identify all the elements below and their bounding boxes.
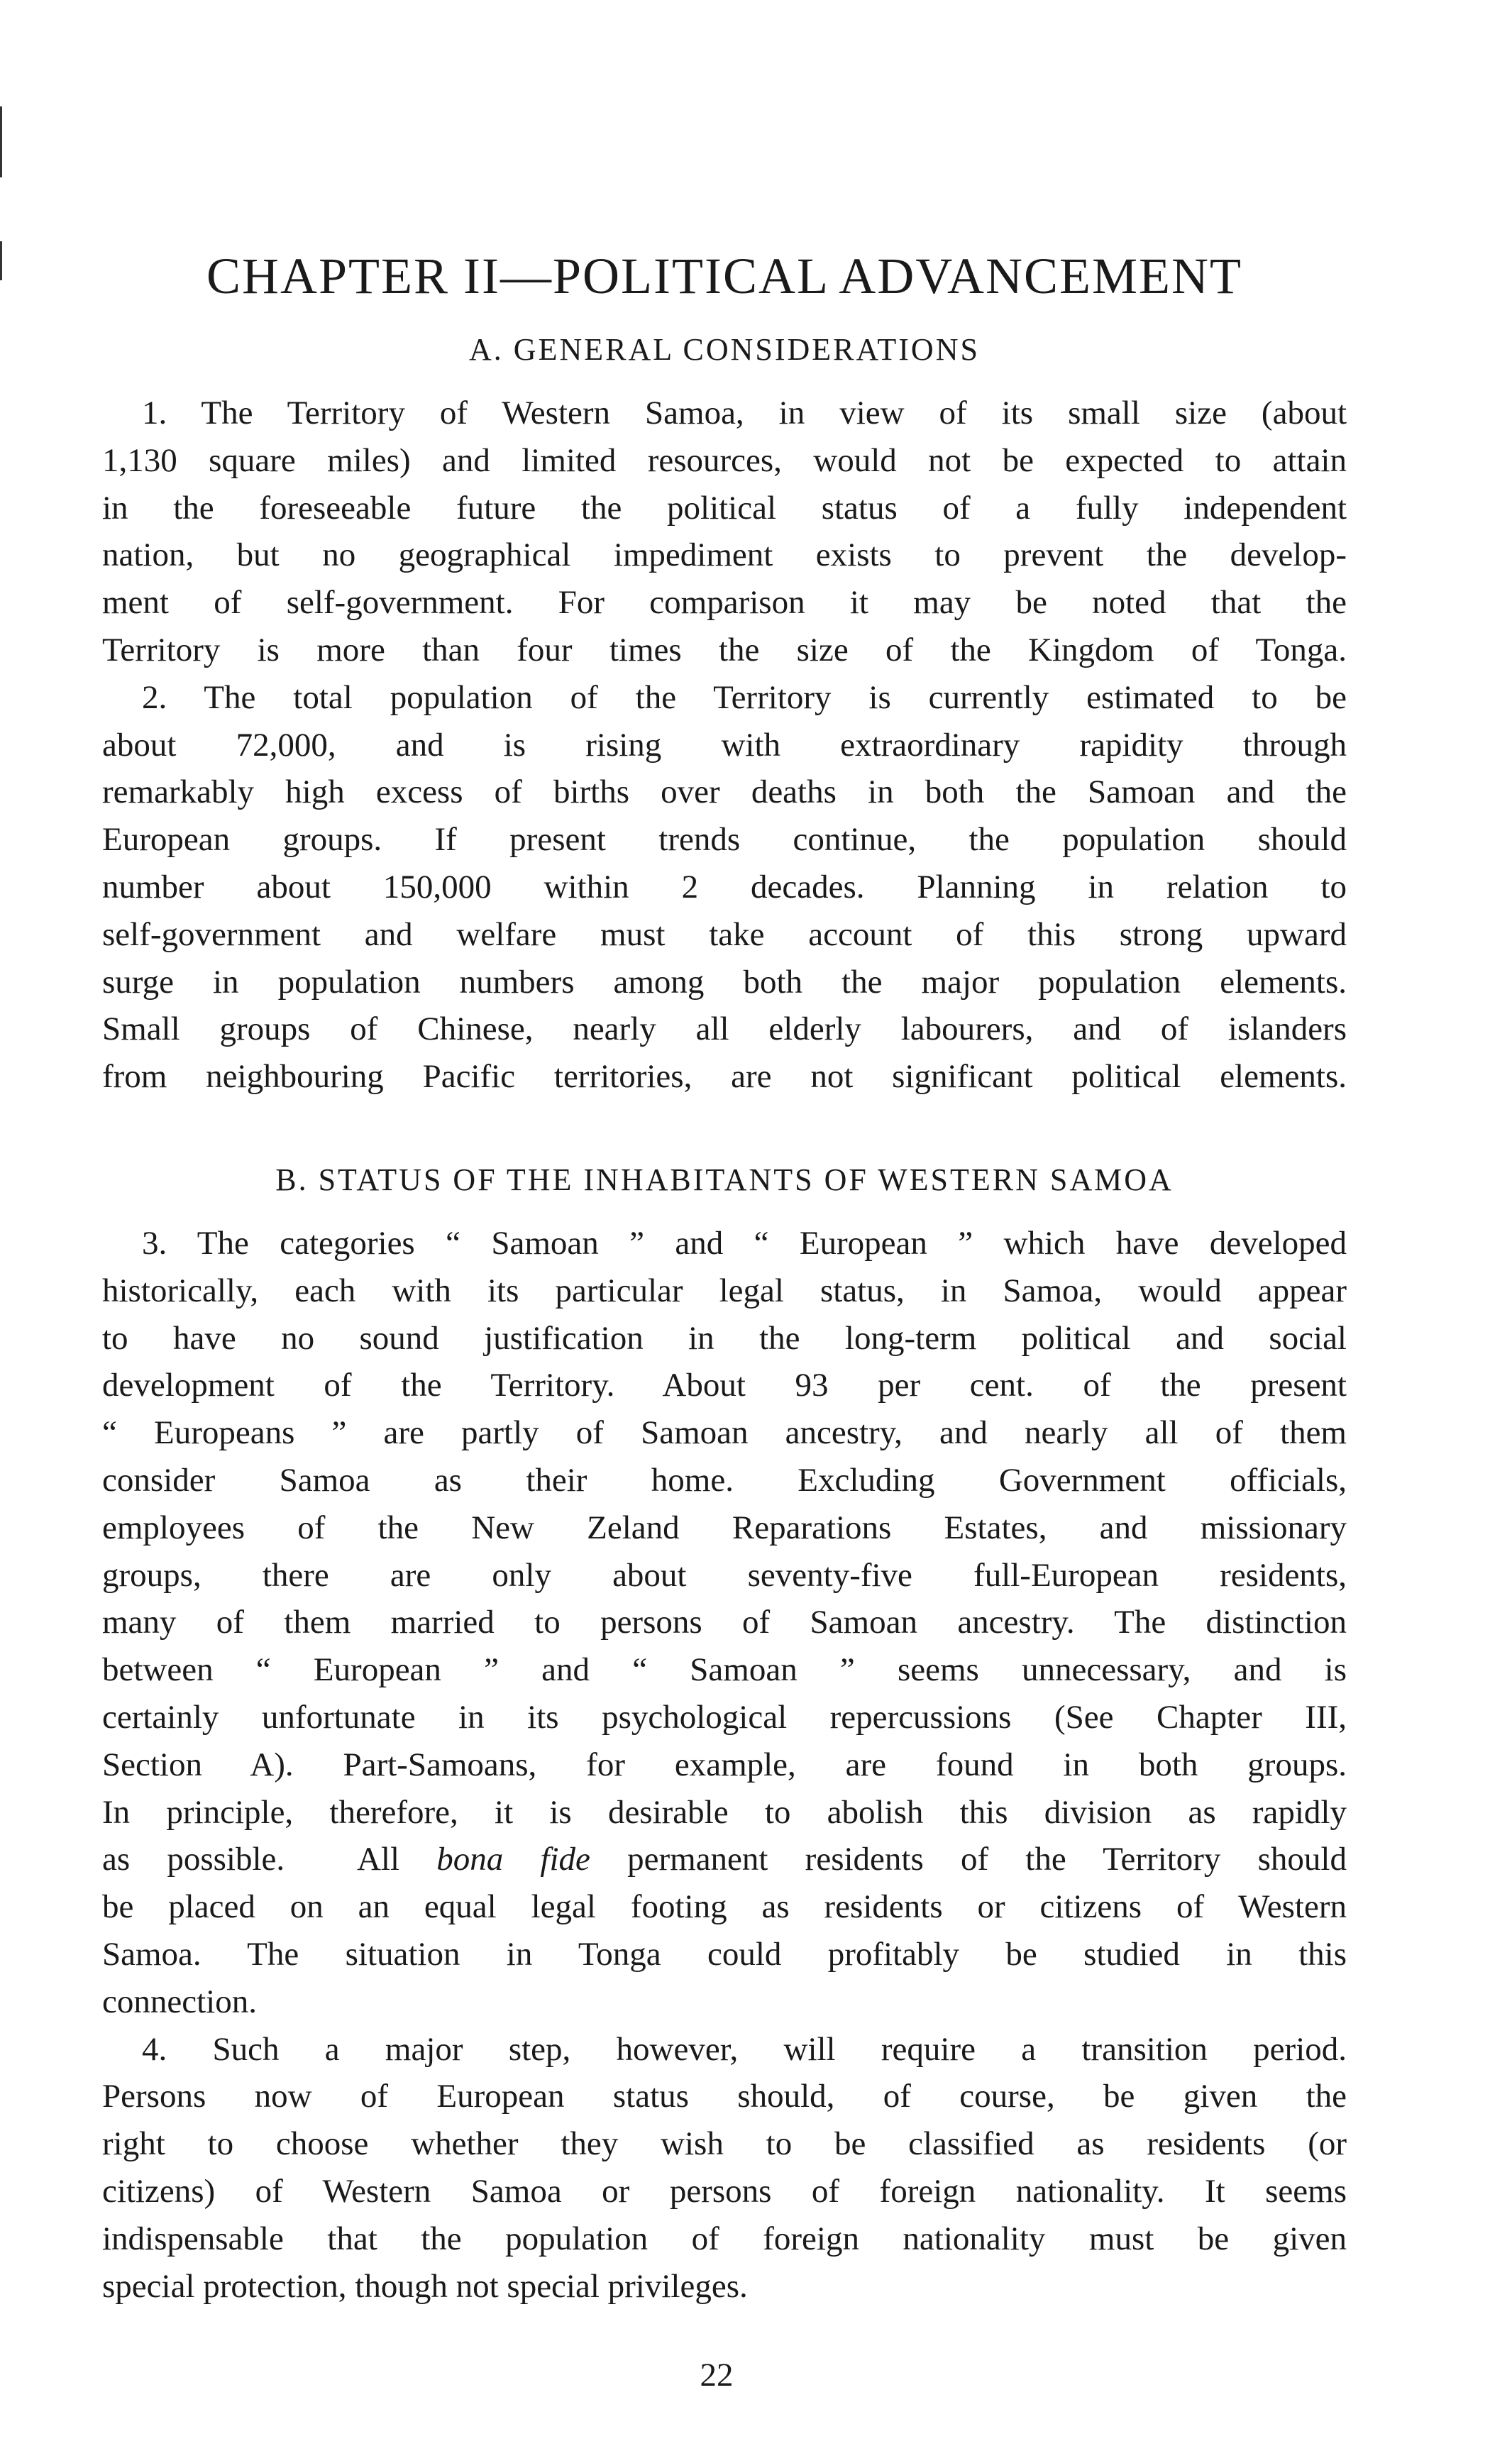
paragraph	[102, 1220, 1347, 2026]
text-line: 1,130 square miles) and limited resources, would not be expected to attain	[102, 441, 1347, 479]
text-line: in the foreseeable future the political status of a fully independent	[102, 489, 1347, 527]
text-line: 1. The Territory of Western Samoa, in view of its small size (about	[142, 395, 1347, 431]
text-line: special protection, though not special privileges.	[102, 2267, 748, 2305]
paragraph	[102, 390, 1347, 674]
text-line: 3. The categories “ Samoan ” and “ European ” which have developed	[142, 1225, 1347, 1262]
text-line: from neighbouring Pacific territories, are not significant political elements.	[102, 1058, 1347, 1096]
text-line: surge in population numbers among both the major population elements.	[102, 963, 1347, 1001]
section-heading-b: B. STATUS OF THE INHABITANTS OF WESTERN SAMOA	[275, 1162, 1174, 1197]
text-line	[102, 1836, 1347, 1883]
text-line: historically, each with its particular legal status, in Samoa, would appear	[102, 1272, 1347, 1309]
text-line: many of them married to persons of Samoan ancestry. The distinction	[102, 1604, 1347, 1641]
text-line: groups, there are only about seventy-five full-European residents,	[102, 1556, 1347, 1594]
text-line: indispensable that the population of foreign nationality must be given	[102, 2220, 1347, 2257]
text-line: development of the Territory. About 93 per cent. of the present	[102, 1367, 1347, 1404]
text-line: be placed on an equal legal footing as residents or citizens of Western	[102, 1888, 1347, 1926]
text-segment: permanent residents of the Territory should	[590, 1841, 1347, 1878]
text-line: Samoa. The situation in Tonga could profitably be studied in this	[102, 1935, 1347, 1973]
text-line: citizens) of Western Samoa or persons of foreign nationality. It seems	[102, 2172, 1347, 2210]
italic-text: bona fide	[436, 1841, 590, 1878]
text-line: connection.	[102, 1983, 257, 2020]
text-line: Territory is more than four times the size of the Kingdom of Tonga.	[102, 631, 1347, 668]
text-line: right to choose whether they wish to be classified as residents (or	[102, 2125, 1347, 2163]
section-b-body	[102, 1220, 1347, 2310]
text-line: between “ European ” and “ Samoan ” seems unnecessary, and is	[102, 1651, 1347, 1689]
text-line: employees of the New Zeland Reparations Estates, and missionary	[102, 1509, 1347, 1546]
chapter-title: CHAPTER II—POLITICAL ADVANCEMENT	[206, 248, 1242, 304]
text-line: ment of self-government. For comparison it may be noted that the	[102, 584, 1347, 622]
text-line: self-government and welfare must take account of this strong upward	[102, 915, 1347, 953]
text-line: nation, but no geographical impediment exists to prevent the develop-	[102, 536, 1347, 574]
paragraph	[102, 2026, 1347, 2310]
text-line: Persons now of European status should, of course, be given the	[102, 2078, 1347, 2115]
text-line: Section A). Part-Samoans, for example, are found in both groups.	[102, 1746, 1347, 1783]
scan-edge-mark	[0, 241, 2, 280]
section-heading-a: A. GENERAL CONSIDERATIONS	[469, 332, 980, 367]
paragraph	[102, 674, 1347, 1101]
text-segment: as possible. All	[102, 1841, 437, 1878]
text-line: European groups. If present trends continue, the population should	[102, 821, 1347, 859]
text-line: 4. Such a major step, however, will require a transition period.	[142, 2030, 1347, 2068]
section-a-body	[102, 390, 1347, 1101]
text-line: about 72,000, and is rising with extraordinary rapidity through	[102, 726, 1347, 764]
text-line: In principle, therefore, it is desirable to abolish this division as rapidly	[102, 1793, 1347, 1831]
text-line: consider Samoa as their home. Excluding Government officials,	[102, 1461, 1347, 1499]
text-line: number about 150,000 within 2 decades. Planning in relation to	[102, 868, 1347, 905]
scan-edge-mark	[0, 106, 2, 177]
text-line: to have no sound justification in the long-term political and social	[102, 1319, 1347, 1357]
text-line: 2. The total population of the Territory is currently estimated to be	[142, 678, 1347, 716]
text-line: “ Europeans ” are partly of Samoan ancestry, and nearly all of them	[102, 1414, 1347, 1452]
text-line: Small groups of Chinese, nearly all elderly labourers, and of islanders	[102, 1010, 1347, 1048]
page-number: 22	[700, 2357, 734, 2394]
text-line: remarkably high excess of births over deaths in both the Samoan and the	[102, 773, 1347, 811]
text-line: certainly unfortunate in its psychological repercussions (See Chapter III,	[102, 1698, 1347, 1736]
